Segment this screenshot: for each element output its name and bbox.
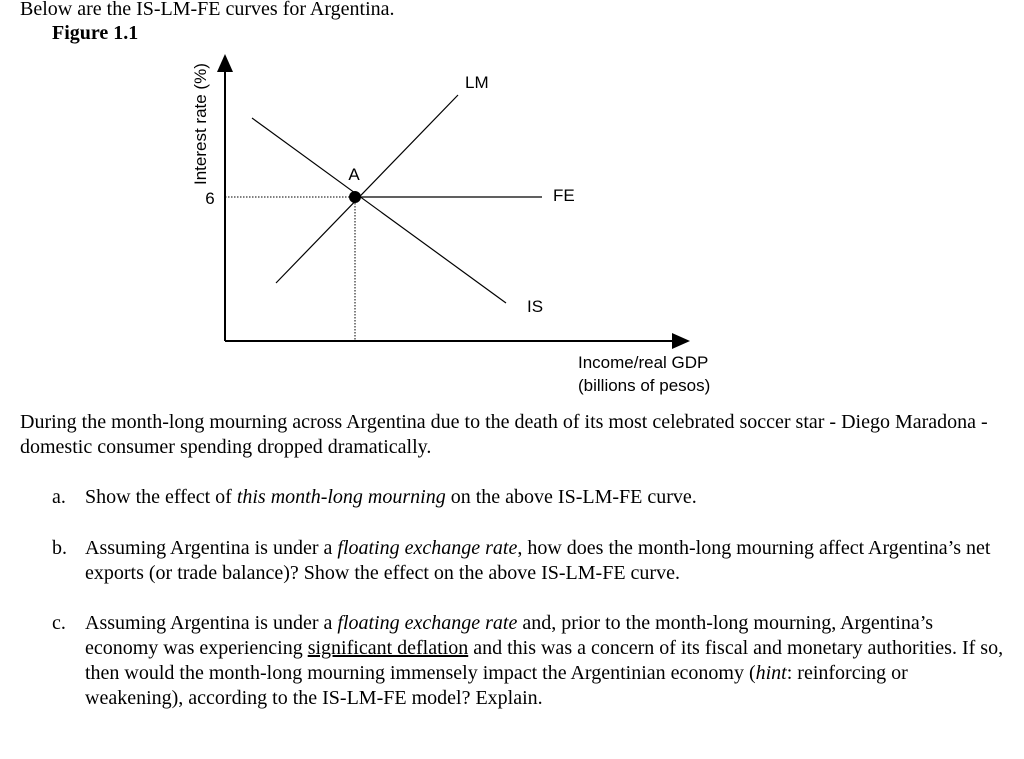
question-b-text-end: , how does the month-long mourning affect Argentina’s net exports (or trade balance)? Show the effect on the above IS-LM-FE curve.	[85, 537, 991, 584]
question-c-underlined: significant deflation	[307, 637, 469, 659]
question-c-emphasis: floating exchange rate	[337, 612, 518, 634]
question-c-text-end: : reinforcing or weakening), according to the IS-LM-FE model? Explain.	[85, 662, 908, 709]
question-a-text-end: on the above IS-LM-FE curve.	[445, 486, 697, 508]
figure-title: Figure 1.1	[52, 22, 139, 44]
is-curve	[252, 118, 506, 303]
question-c-text: Assuming Argentina is under a	[85, 612, 338, 634]
x-axis-label-line1: Income/real GDP	[578, 353, 709, 372]
question-c-text-mid2: and this was a concern of its fiscal and monetary authorities. If so, then would the month-long mourning immensely impact the Argentinian economy (	[85, 637, 1004, 684]
question-b-letter: b.	[52, 537, 67, 559]
y-tick-6: 6	[205, 189, 215, 208]
question-b-text: Assuming Argentina is under a	[85, 537, 338, 559]
question-c-body	[85, 611, 1010, 711]
is-label: IS	[527, 297, 544, 316]
question-a-emphasis: this month-long mourning	[236, 486, 446, 508]
question-a-body	[85, 485, 1010, 510]
y-axis-label: Interest rate (%)	[191, 63, 210, 185]
question-c-letter: c.	[52, 612, 66, 634]
question-b-emphasis: floating exchange rate	[337, 537, 518, 559]
lm-curve	[276, 95, 458, 283]
fe-label: FE	[553, 186, 575, 205]
question-b-body	[85, 536, 1010, 586]
intro-text: Below are the IS-LM-FE curves for Argentina.	[20, 0, 395, 20]
x-axis-label-line2: (billions of pesos)	[578, 376, 711, 395]
question-a-letter: a.	[52, 486, 66, 508]
point-a-label: A	[348, 165, 360, 184]
equilibrium-point-a	[349, 191, 361, 203]
question-a-text: Show the effect of	[85, 486, 237, 508]
lm-label: LM	[465, 73, 489, 92]
passage-text: During the month-long mourning across Argentina due to the death of its most celebrated soccer star - Diego Maradona - domestic consumer spending dropped dramatically.	[20, 411, 988, 458]
question-c-hint: hint	[755, 662, 787, 684]
question-c-text-mid: and, prior to the month-long mourning, Argentina’s economy was experiencing	[85, 612, 934, 659]
